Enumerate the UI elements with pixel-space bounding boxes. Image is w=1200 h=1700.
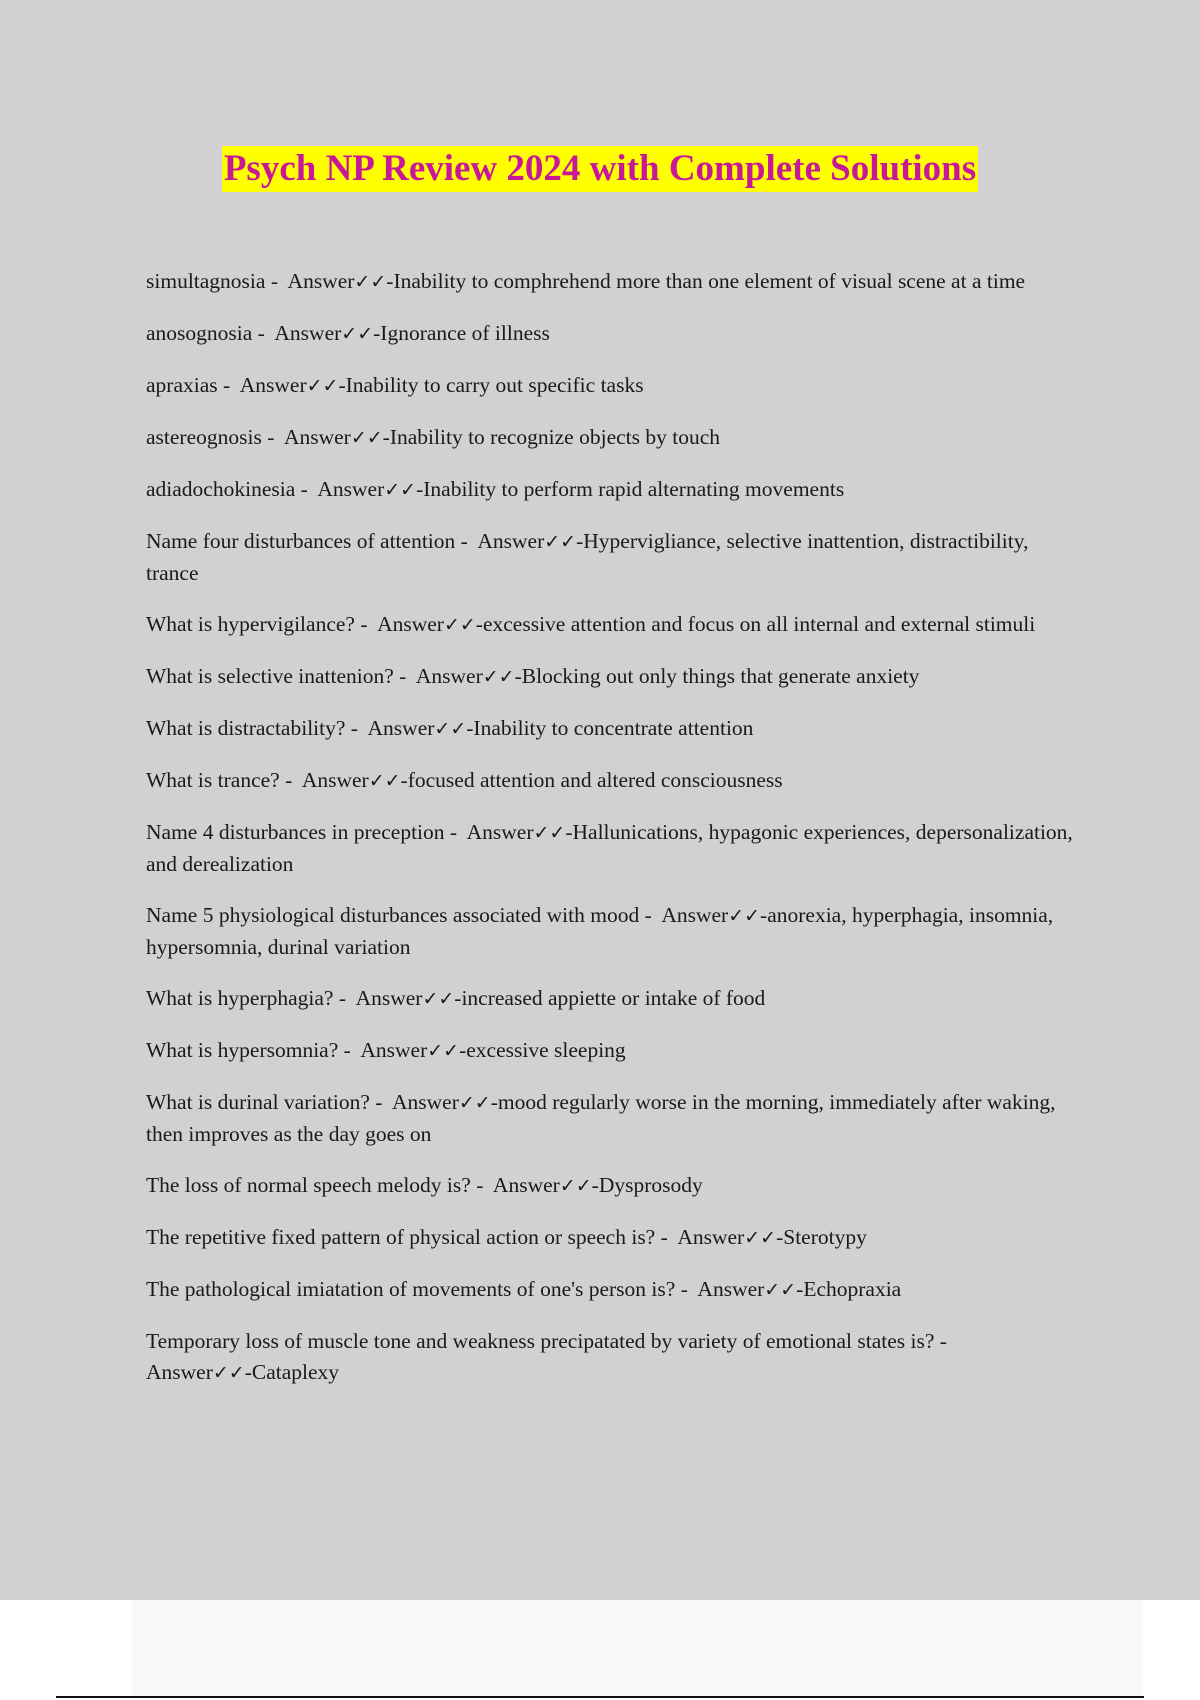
qa-question: What is hypervigilance?: [146, 612, 355, 636]
qa-question: What is selective inattenion?: [146, 664, 394, 688]
checkmark-icon: ✓✓: [434, 718, 467, 740]
checkmark-icon: ✓✓: [559, 1175, 592, 1197]
answer-label: Answer: [415, 664, 483, 688]
qa-question: What is durinal variation?: [146, 1090, 370, 1114]
qa-item: Name four disturbances of attention - Answer✓✓-Hypervigliance, selective inattention, distractibility, trance: [146, 529, 1029, 585]
checkmark-icon: ✓✓: [728, 905, 761, 927]
qa-answer: Hypervigliance, selective inattention, distractibility, trance: [146, 529, 1029, 585]
qa-question: The repetitive fixed pattern of physical action or speech is?: [146, 1225, 656, 1249]
qa-question: What is distractability?: [146, 716, 346, 740]
checkmark-icon: ✓✓: [427, 1040, 460, 1062]
answer-label: Answer: [287, 269, 355, 293]
qa-question: adiadochokinesia: [146, 477, 296, 501]
answer-label: Answer: [360, 1038, 428, 1062]
qa-answer: Echopraxia: [803, 1277, 902, 1301]
qa-answer: excessive sleeping: [466, 1038, 626, 1062]
qa-question: Name 5 physiological disturbances associated with mood: [146, 903, 640, 927]
checkmark-icon: ✓✓: [544, 531, 577, 553]
qa-answer: Inability to perform rapid alternating movements: [423, 477, 845, 501]
qa-question: apraxias: [146, 373, 218, 397]
qa-answer: Inability to carry out specific tasks: [345, 373, 644, 397]
answer-label: Answer: [355, 986, 423, 1010]
qa-answer: Inability to concentrate attention: [473, 716, 754, 740]
title-wrap: [0, 146, 1200, 192]
qa-item: astereognosis - Answer✓✓-Inability to recognize objects by touch: [146, 425, 721, 449]
checkmark-icon: ✓✓: [443, 614, 476, 636]
qa-question: Name 4 disturbances in preception: [146, 820, 445, 844]
qa-question: simultagnosia: [146, 269, 266, 293]
qa-answer: Cataplexy: [251, 1360, 340, 1384]
checkmark-icon: ✓✓: [368, 770, 401, 792]
qa-item: adiadochokinesia - Answer✓✓-Inability to perform rapid alternating movements: [146, 477, 845, 501]
qa-answer: focused attention and altered consciousness: [407, 768, 783, 792]
checkmark-icon: ✓✓: [350, 427, 383, 449]
qa-item: What is selective inattenion? - Answer✓✓-Blocking out only things that generate anxiety: [146, 664, 920, 688]
checkmark-icon: ✓✓: [533, 822, 566, 844]
qa-item: What is trance? - Answer✓✓-focused attention and altered consciousness: [146, 768, 783, 792]
checkmark-icon: ✓✓: [384, 479, 417, 501]
qa-answer: Ignorance of illness: [380, 321, 550, 345]
answer-label: Answer: [477, 529, 545, 553]
answer-label: Answer: [492, 1173, 560, 1197]
qa-answer: Inability to recognize objects by touch: [389, 425, 721, 449]
answer-label: Answer: [274, 321, 342, 345]
answer-label: Answer: [661, 903, 729, 927]
checkmark-icon: ✓✓: [306, 375, 339, 397]
qa-item: The pathological imiatation of movements of one's person is? - Answer✓✓-Echopraxia: [146, 1277, 902, 1301]
checkmark-icon: ✓✓: [744, 1227, 777, 1249]
footer-divider: [56, 1696, 1144, 1698]
checkmark-icon: ✓✓: [482, 666, 515, 688]
qa-answer: mood regularly worse in the morning, immediately after waking, then improves as the day goes on: [146, 1090, 1056, 1146]
answer-label: Answer: [466, 820, 534, 844]
checkmark-icon: ✓✓: [764, 1279, 797, 1301]
checkmark-icon: ✓✓: [458, 1092, 491, 1114]
answer-label: Answer: [392, 1090, 459, 1114]
qa-question: The pathological imiatation of movements of one's person is?: [146, 1277, 676, 1301]
document-title: Psych NP Review 2024 with Complete Solutions: [222, 146, 978, 192]
answer-label: Answer: [239, 373, 307, 397]
qa-answer: Sterotypy: [783, 1225, 867, 1249]
qa-item: Temporary loss of muscle tone and weakness precipatated by variety of emotional states is? - Answer✓✓-Cataplexy: [146, 1329, 953, 1384]
qa-answer: Blocking out only things that generate anxiety: [521, 664, 920, 688]
qa-item: The loss of normal speech melody is? - Answer✓✓-Dysprosody: [146, 1173, 703, 1197]
qa-item: apraxias - Answer✓✓-Inability to carry out specific tasks: [146, 373, 644, 397]
qa-item: The repetitive fixed pattern of physical action or speech is? - Answer✓✓-Sterotypy: [146, 1225, 867, 1249]
qa-answer: Hallunications, hypagonic experiences, depersonalization, and derealization: [146, 820, 1073, 876]
answer-label: Answer: [677, 1225, 745, 1249]
qa-answer: Inability to comphrehend more than one element of visual scene at a time: [393, 269, 1026, 293]
checkmark-icon: ✓✓: [422, 988, 455, 1010]
qa-item: What is hypervigilance? - Answer✓✓-excessive attention and focus on all internal and external stimuli: [146, 612, 1036, 636]
answer-label: Answer: [317, 477, 385, 501]
answer-label: Answer: [146, 1360, 213, 1384]
page-footer: [0, 1600, 1200, 1700]
checkmark-icon: ✓✓: [212, 1362, 245, 1384]
qa-list: [146, 266, 1082, 1409]
qa-question: astereognosis: [146, 425, 262, 449]
qa-item: What is durinal variation? - Answer✓✓-mood regularly worse in the morning, immediately after waking, then improves as the day goes on: [146, 1090, 1056, 1146]
answer-label: Answer: [367, 716, 435, 740]
qa-answer: Dysprosody: [598, 1173, 703, 1197]
answer-label: Answer: [697, 1277, 765, 1301]
qa-item: Name 5 physiological disturbances associated with mood - Answer✓✓-anorexia, hyperphagia, insomnia, hypersomnia, durinal variation: [146, 903, 1054, 959]
qa-item: What is distractability? - Answer✓✓-Inability to concentrate attention: [146, 716, 754, 740]
checkmark-icon: ✓✓: [341, 323, 374, 345]
qa-answer: excessive attention and focus on all internal and external stimuli: [482, 612, 1036, 636]
qa-question: Temporary loss of muscle tone and weakness precipatated by variety of emotional states is?: [146, 1329, 935, 1353]
footer-shade: [132, 1600, 1142, 1696]
qa-answer: anorexia, hyperphagia, insomnia, hypersomnia, durinal variation: [146, 903, 1054, 959]
answer-label: Answer: [377, 612, 444, 636]
qa-item: simultagnosia - Answer✓✓-Inability to comphrehend more than one element of visual scene at a time: [146, 269, 1026, 293]
answer-label: Answer: [301, 768, 369, 792]
checkmark-icon: ✓✓: [354, 271, 387, 293]
qa-item: What is hyperphagia? - Answer✓✓-increased appiette or intake of food: [146, 986, 766, 1010]
qa-question: anosognosia: [146, 321, 253, 345]
qa-question: What is hyperphagia?: [146, 986, 334, 1010]
qa-question: The loss of normal speech melody is?: [146, 1173, 471, 1197]
qa-question: What is hypersomnia?: [146, 1038, 339, 1062]
answer-label: Answer: [283, 425, 351, 449]
qa-question: Name four disturbances of attention: [146, 529, 456, 553]
qa-item: Name 4 disturbances in preception - Answer✓✓-Hallunications, hypagonic experiences, depersonalization, and derealization: [146, 820, 1073, 876]
qa-item: What is hypersomnia? - Answer✓✓-excessive sleeping: [146, 1038, 626, 1062]
qa-item: anosognosia - Answer✓✓-Ignorance of illness: [146, 321, 550, 345]
qa-answer: increased appiette or intake of food: [461, 986, 766, 1010]
qa-question: What is trance?: [146, 768, 280, 792]
